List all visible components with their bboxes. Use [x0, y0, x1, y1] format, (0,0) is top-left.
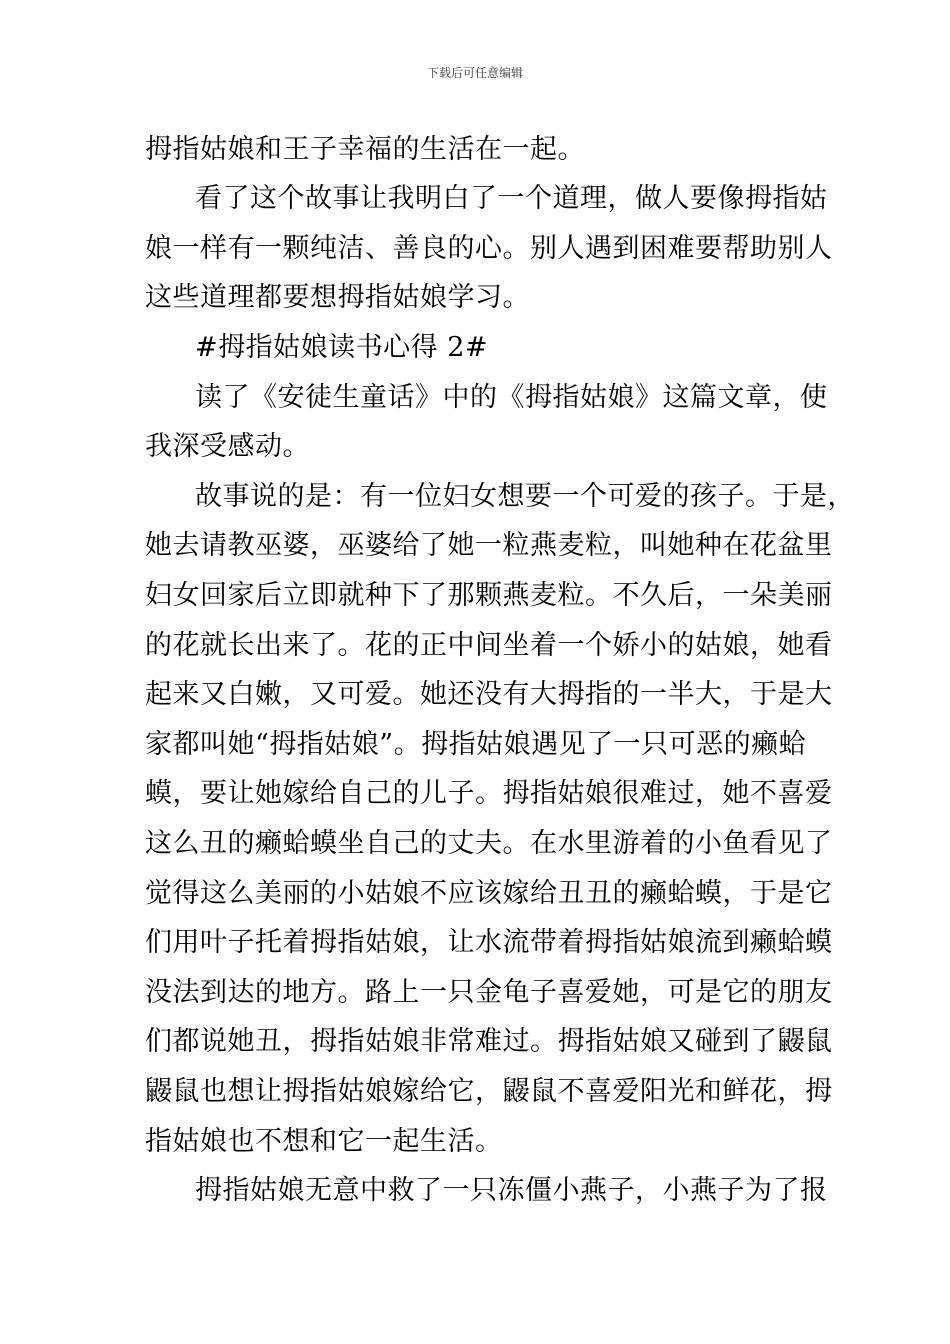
text-line: 指姑娘也不想和它一起生活。 [145, 1126, 503, 1157]
text-line: 没法到达的地方。路上一只金龟子喜爱她，可是它的朋友 [145, 977, 833, 1008]
text-line: 拇指姑娘无意中救了一只冻僵小燕子，小燕子为了报 [195, 1175, 828, 1206]
text-line: 这些道理都要想拇指姑娘学习。 [145, 282, 530, 313]
text-line: 娘一样有一颗纯洁、善良的心。别人遇到困难要帮助别人 [145, 233, 833, 264]
text-line: 们都说她丑，拇指姑娘非常难过。拇指姑娘又碰到了鼹鼠 [145, 1026, 833, 1057]
text-line: 拇指姑娘和王子幸福的生活在一起。 [145, 134, 585, 165]
text-line: 家都叫她“拇指姑娘”。拇指姑娘遇见了一只可恶的癞蛤 [145, 729, 807, 760]
section-heading: #拇指姑娘读书心得 2# [195, 332, 489, 363]
text-line: 起来又白嫩，又可爱。她还没有大拇指的一半大，于是大 [145, 679, 833, 710]
text-line: 觉得这么美丽的小姑娘不应该嫁给丑丑的癞蛤蟆，于是它 [145, 878, 833, 909]
text-line: 读了《安徒生童话》中的《拇指姑娘》这篇文章，使 [195, 382, 828, 413]
text-line: 她去请教巫婆，巫婆给了她一粒燕麦粒，叫她种在花盆里 [145, 530, 833, 561]
page-header: 下载后可任意编辑 [426, 66, 523, 80]
text-line: 我深受感动。 [145, 431, 310, 462]
text-line: 蟆，要让她嫁给自己的儿子。拇指姑娘很难过，她不喜爱 [145, 778, 833, 809]
text-line: 的花就长出来了。花的正中间坐着一个娇小的姑娘，她看 [145, 630, 833, 661]
text-line: 故事说的是：有一位妇女想要一个可爱的孩子。于是， [195, 481, 855, 512]
text-line: 鼹鼠也想让拇指姑娘嫁给它，鼹鼠不喜爱阳光和鲜花，拇 [145, 1076, 833, 1107]
text-line: 这么丑的癞蛤蟆坐自己的丈夫。在水里游着的小鱼看见了 [145, 828, 833, 859]
text-line: 看了这个故事让我明白了一个道理，做人要像拇指姑 [195, 183, 828, 214]
text-line: 妇女回家后立即就种下了那颗燕麦粒。不久后，一朵美丽 [145, 580, 833, 611]
text-line: 们用叶子托着拇指姑娘，让水流带着拇指姑娘流到癞蛤蟆 [145, 927, 833, 958]
